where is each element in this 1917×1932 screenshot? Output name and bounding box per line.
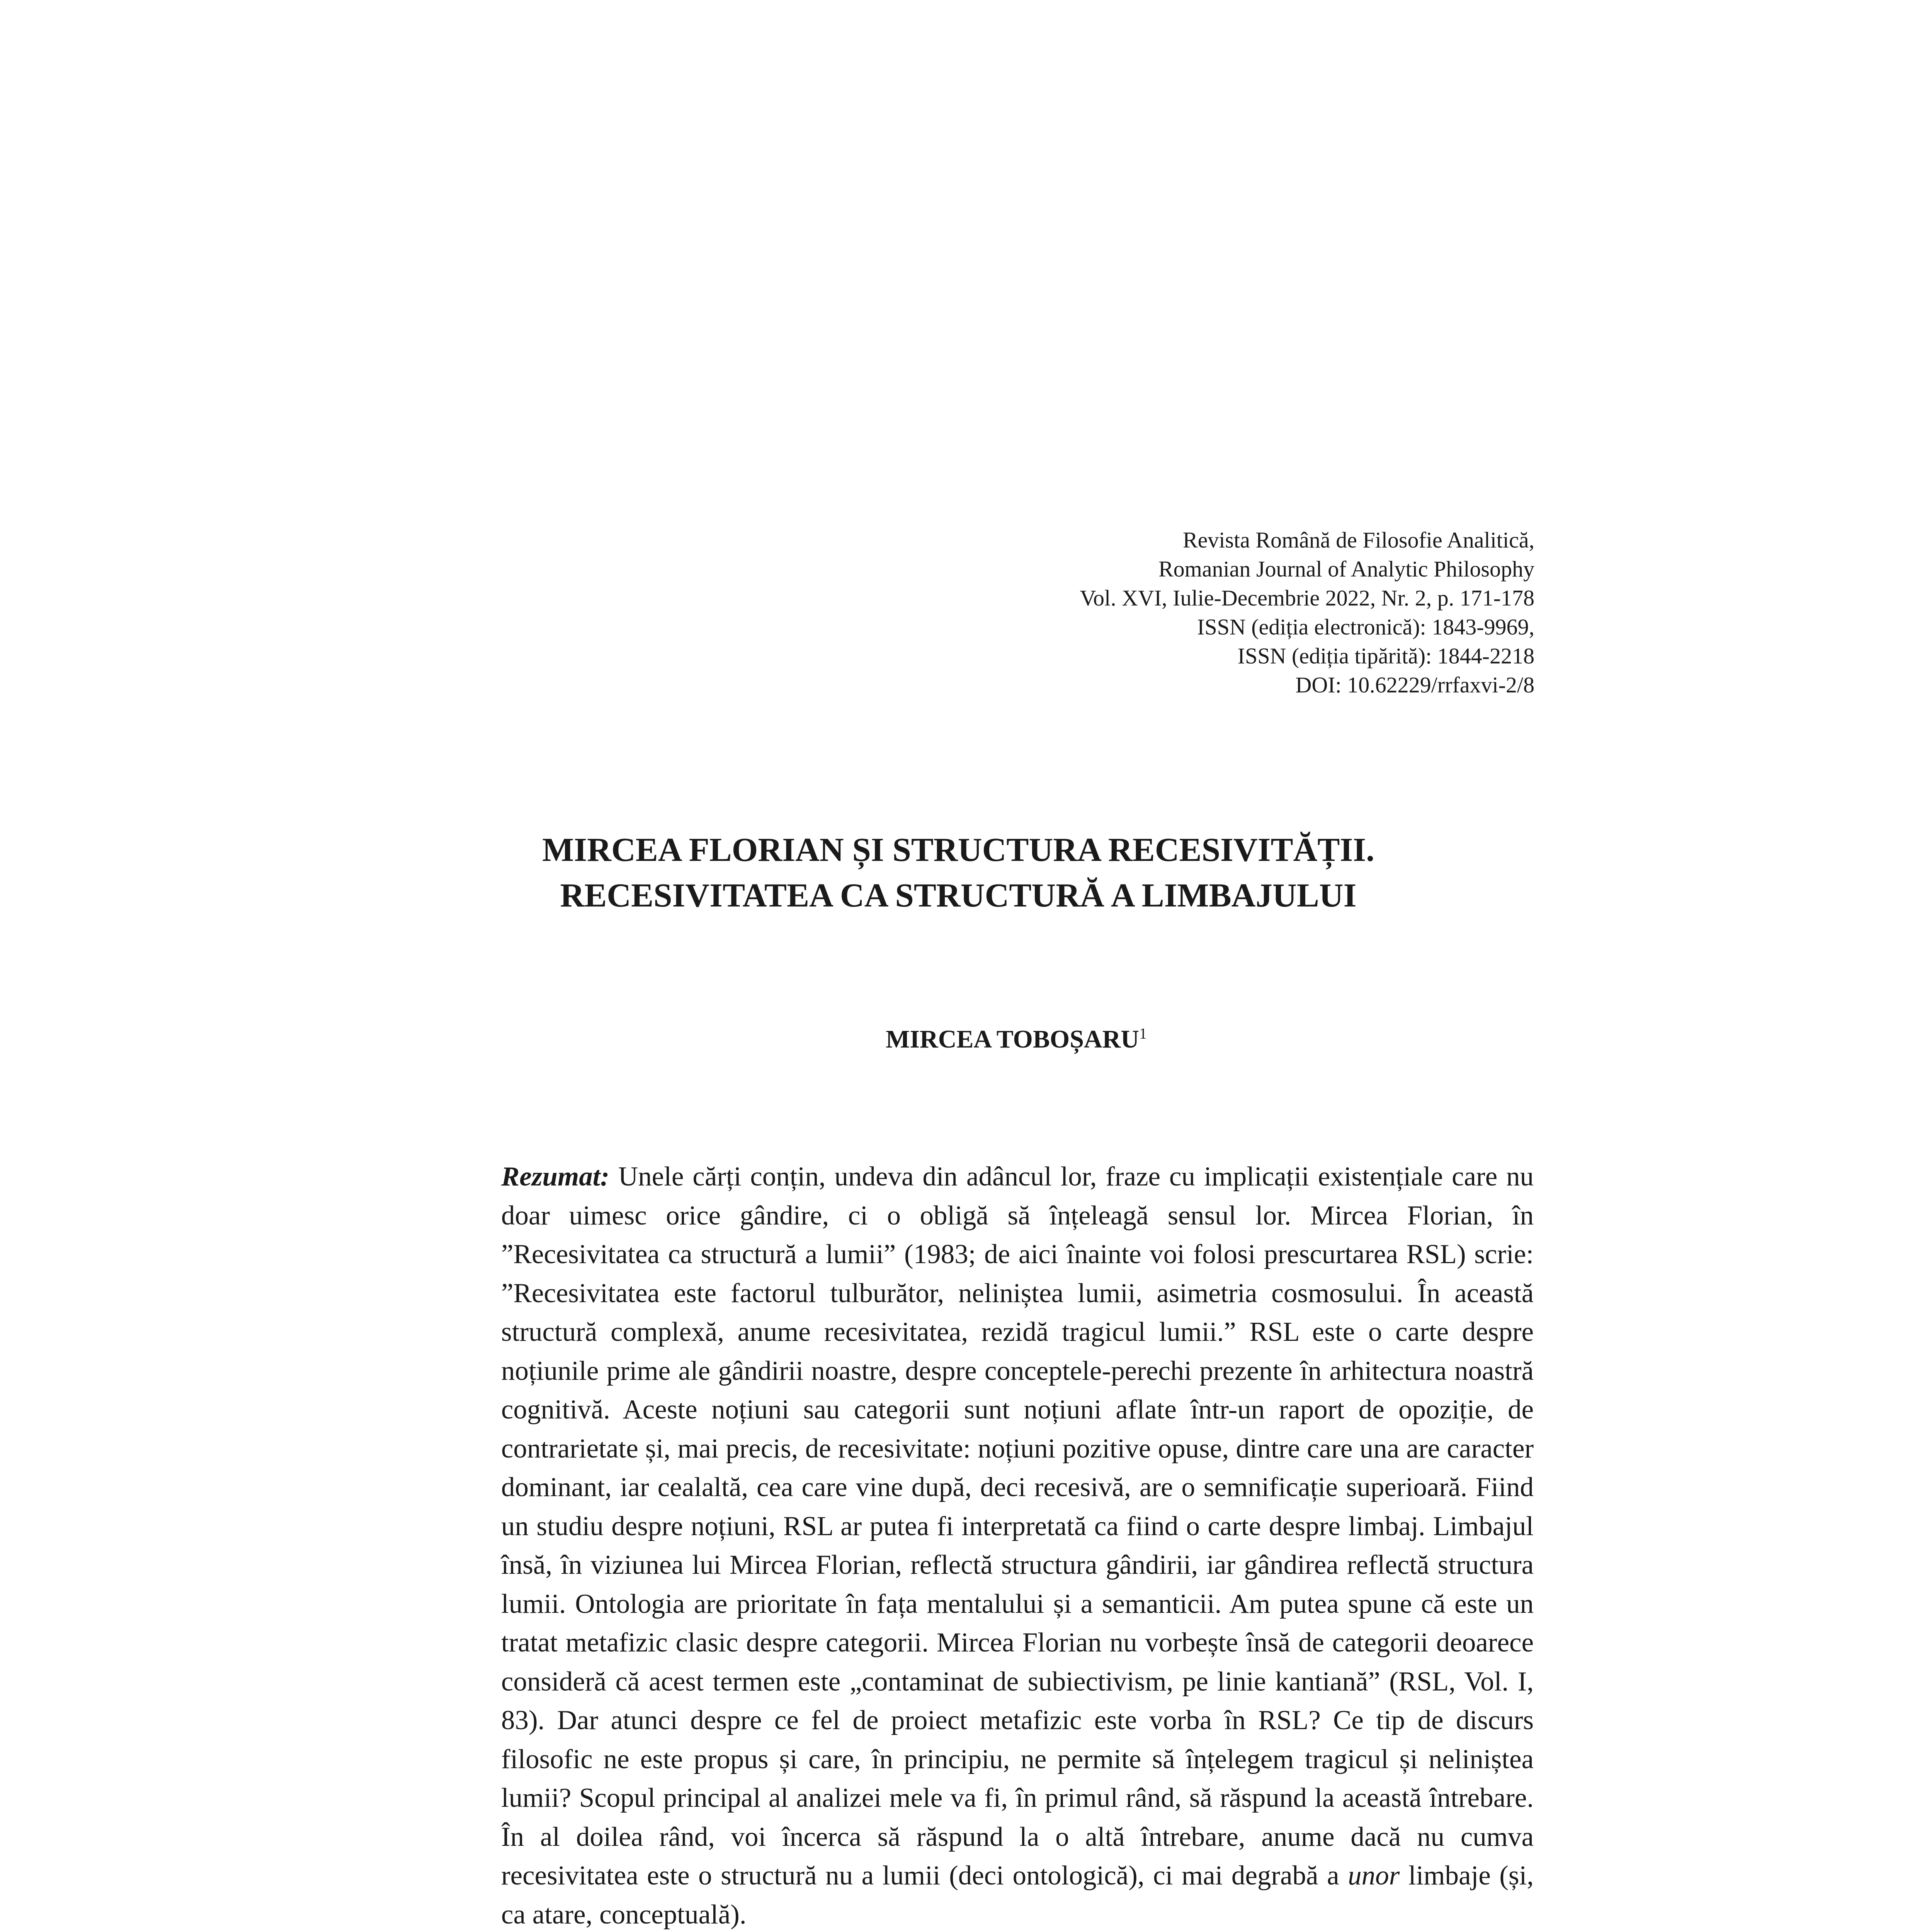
author-name (498, 1022, 1534, 1057)
abstract-text: Unele cărți conțin, undeva din adâncul lor, fraze cu implicații existențiale care nu doar uimesc orice gândire, ci o obligă să înțeleagă sensul lor. Mircea Florian, în ”Recesivitatea ca structură a lumii” (1983; de aici înainte voi folosi prescurtarea RSL) scrie: ”Recesivitatea este factorul tulburător, neliniștea lumii, asimetria cosmosului. În această structură complexă, anume recesivitatea, rezidă tragicul lumii.” RSL este o carte despre noțiunile prime ale gândirii noastre, despre conceptele-perechi prezente în arhitectura noastră cognitivă. Aceste noțiuni sau categorii sunt noțiuni aflate într-un raport de opoziție, de contrarietate și, mai precis, de recesivitate: noțiuni pozitive opuse, dintre care una are caracter dominant, iar cealaltă, cea care vine după, deci recesivă, are o semnificație superioară. Fiind un studiu despre noțiuni, RSL ar putea fi interpretată ca fiind o carte despre limbaj. Limbajul însă, în viziunea lui Mircea Florian, reflectă structura gândirii, iar gândirea reflectă structura lumii. Ontologia are prioritate în fața mentalului și a semanticii. Am putea spune că este un tratat metafizic clasic despre categorii. Mircea Florian nu vorbește însă de categorii deoarece consideră că acest termen este „contaminat de subiectivism, pe linie kantiană” (RSL, Vol. I, 83). Dar atunci despre ce fel de proiect metafizic este vorba în RSL? Ce tip de discurs filosofic ne este propus și care, în principiu, ne permite să înțelegem tragicul și neliniștea lumii? Scopul principal al analizei mele va fi, în primul rând, să răspund la această întrebare. În al doilea rând, voi încerca să răspund la o altă întrebare, anume dacă nu cumva recesivitatea este o structură nu a lumii (deci ontologică), ci mai degrabă a (501, 1162, 1534, 1891)
abstract-italic-word: unor (1348, 1861, 1400, 1891)
journal-volume-info: Vol. XVI, Iulie-Decembrie 2022, Nr. 2, p. 171-178 (1080, 585, 1534, 611)
title-line-1: MIRCEA FLORIAN ȘI STRUCTURA RECESIVITĂȚII. (542, 831, 1374, 868)
article-title (383, 827, 1534, 918)
journal-header (607, 526, 1534, 699)
abstract-label: Rezumat: (501, 1162, 610, 1192)
author-name-text: MIRCEA TOBOȘARU (886, 1025, 1139, 1053)
issn-electronic: ISSN (ediția electronică): 1843-9969, (1197, 614, 1534, 639)
abstract-text-end: limbaje (și, ca atare, conceptuală). (501, 1861, 1534, 1930)
journal-name-ro: Revista Română de Filosofie Analitică, (1182, 527, 1534, 553)
doi: DOI: 10.62229/rrfaxvi-2/8 (1295, 672, 1534, 697)
author-footnote-mark: 1 (1139, 1025, 1147, 1042)
issn-print: ISSN (ediția tipărită): 1844-2218 (1237, 643, 1534, 668)
journal-name-en: Romanian Journal of Analytic Philosophy (1158, 556, 1534, 582)
abstract (501, 1157, 1534, 1932)
title-line-2: RECESIVITATEA CA STRUCTURĂ A LIMBAJULUI (560, 876, 1357, 914)
